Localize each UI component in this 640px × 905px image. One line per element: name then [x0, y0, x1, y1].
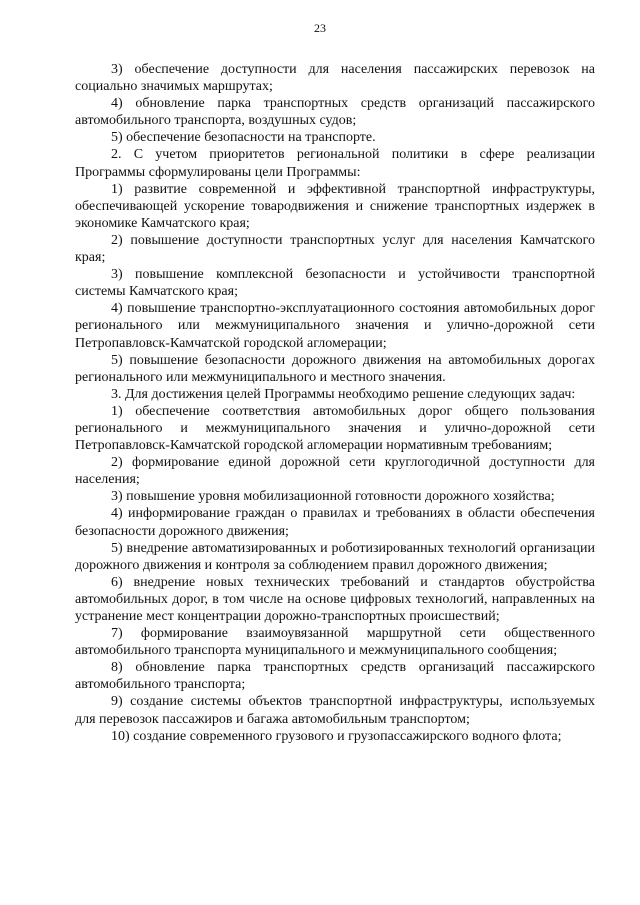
- paragraph: 5) повышение безопасности дорожного движения на автомобильных дорогах регионального или межмуниципального и местного значения.: [75, 352, 595, 385]
- paragraph: 6) внедрение новых технических требований и стандартов обустройства автомобильных дорог, в том числе на основе цифровых технологий, направленных на устранение мест концентрации дорожно-транспортных происшествий;: [75, 574, 595, 624]
- paragraph: 10) создание современного грузового и грузопассажирского водного флота;: [111, 728, 562, 744]
- paragraph: 5) внедрение автоматизированных и роботизированных технологий организации дорожного движения и контроля за соблюдением правил дорожного движения;: [75, 540, 595, 573]
- paragraph: 9) создание системы объектов транспортной инфраструктуры, используемых для перевозок пассажиров и багажа автомобильным транспортом;: [75, 694, 595, 727]
- paragraph: 8) обновление парка транспортных средств организаций пассажирского автомобильного транспорта;: [75, 660, 595, 693]
- paragraph: 3) обеспечение доступности для населения пассажирских перевозок на социально значимых маршрутах;: [75, 62, 595, 95]
- paragraph: 3. Для достижения целей Программы необходимо решение следующих задач:: [111, 386, 576, 402]
- paragraph: 3) повышение уровня мобилизационной готовности дорожного хозяйства;: [111, 489, 555, 505]
- paragraph: 2. С учетом приоритетов региональной политики в сфере реализации Программы сформулированы цели Программы:: [75, 147, 595, 180]
- paragraph: 4) информирование граждан о правилах и требованиях в области обеспечения безопасности дорожного движения;: [75, 506, 595, 539]
- paragraph: 1) развитие современной и эффективной транспортной инфраструктуры, обеспечивающей ускорение товародвижения и снижение транспортных издержек в экономике Камчатского края;: [75, 181, 595, 231]
- paragraph: 7) формирование взаимоувязанной маршрутной сети общественного автомобильного транспорта муниципального и межмуниципального сообщения;: [75, 626, 595, 659]
- page-number: 23: [314, 21, 326, 35]
- paragraph: 4) обновление парка транспортных средств организаций пассажирского автомобильного транспорта, воздушных судов;: [75, 96, 595, 129]
- paragraph: 3) повышение комплексной безопасности и устойчивости транспортной системы Камчатского края;: [75, 267, 595, 300]
- paragraph: 5) обеспечение безопасности на транспорте.: [111, 130, 376, 146]
- paragraph: 4) повышение транспортно-эксплуатационного состояния автомобильных дорог регионального или межмуниципального значения и улично-дорожной сети Петропавловск-Камчатской городской агломерации;: [75, 301, 595, 351]
- paragraph: 2) повышение доступности транспортных услуг для населения Камчатского края;: [75, 232, 595, 266]
- document-body: [75, 61, 595, 745]
- paragraph: 1) обеспечение соответствия автомобильных дорог общего пользования регионального и межмуниципального значения и улично-дорожной сети Петропавловск-Камчатской городской агломерации нормативным требованиям;: [75, 403, 595, 454]
- paragraph: 2) формирование единой дорожной сети круглогодичной доступности для населения;: [75, 455, 595, 488]
